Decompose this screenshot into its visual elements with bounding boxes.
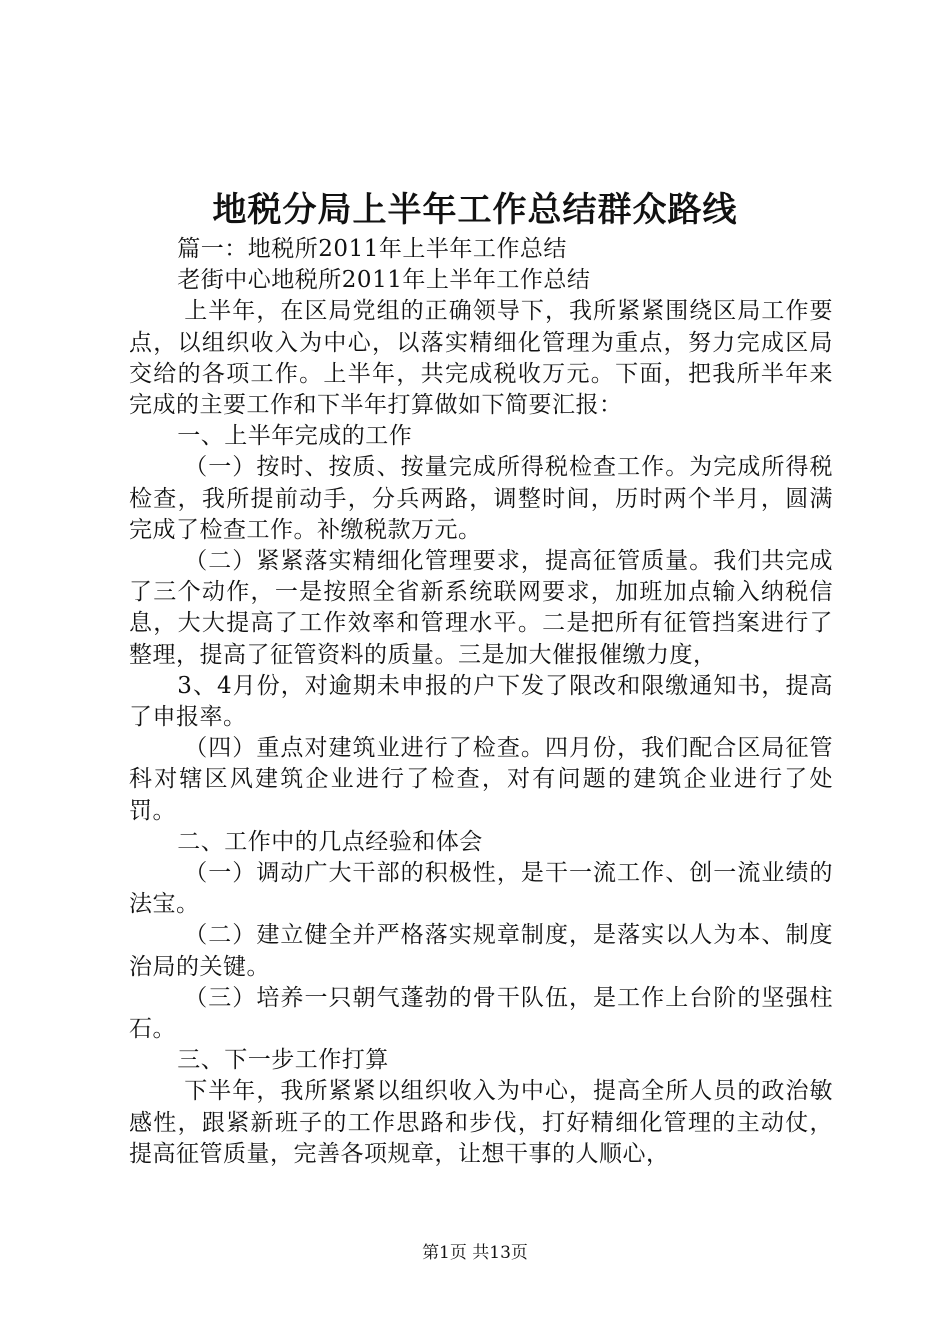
heading-next-steps: 三、下一步工作打算 bbox=[177, 1047, 389, 1074]
page-footer: 第1页 共13页 bbox=[422, 1243, 528, 1263]
heading-experience: 二、工作中的几点经验和体会 bbox=[177, 828, 483, 855]
paragraph-section-label: 篇一：地税所2011年上半年工作总结 bbox=[177, 236, 567, 262]
paragraph-item-1: （一）按时、按质、按量完成所得税检查工作。为完成所得税检查，我所提前动手，分兵两路，调整时间，历时两个半月，圆满完成了检查工作。补缴税款万元。 bbox=[129, 454, 833, 543]
paragraph-next-steps: 下半年，我所紧紧以组织收入为中心，提高全所人员的政治敏感性，跟紧新班子的工作思路和步伐，打好精细化管理的主动仗，提高征管质量，完善各项规章，让想干事的人顺心， bbox=[129, 1078, 833, 1167]
paragraph-experience-2: （二）建立健全并严格落实规章制度，是落实以人为本、制度治局的关键。 bbox=[129, 922, 833, 980]
paragraph-intro: 上半年，在区局党组的正确领导下，我所紧紧围绕区局工作要点，以组织收入为中心，以落实精细化管理为重点，努力完成区局交给的各项工作。上半年，共完成税收万元。下面，把我所半年来完成的主要工作和下半年打算做如下简要汇报： bbox=[129, 298, 833, 419]
document-body bbox=[129, 234, 833, 1170]
paragraph-subtitle: 老街中心地税所2011年上半年工作总结 bbox=[177, 267, 591, 294]
paragraph-item-4: （四）重点对建筑业进行了检查。四月份，我们配合区局征管科对辖区风建筑企业进行了检查，对有问题的建筑企业进行了处罚。 bbox=[129, 735, 833, 824]
document-title: 地税分局上半年工作总结群众路线 bbox=[212, 190, 738, 230]
paragraph-item-3: 3、4月份，对逾期未申报的户下发了限改和限缴通知书，提高了申报率。 bbox=[129, 672, 833, 731]
paragraph-item-2: （二）紧紧落实精细化管理要求，提高征管质量。我们共完成了三个动作，一是按照全省新系统联网要求，加班加点输入纳税信息，大大提高了工作效率和管理水平。二是把所有征管挡案进行了整理，提高了征管资料的质量。三是加大催报催缴力度， bbox=[129, 548, 833, 668]
paragraph-experience-3: （三）培养一只朝气蓬勃的骨干队伍，是工作上台阶的坚强柱石。 bbox=[129, 984, 833, 1043]
heading-first-half-work: 一、上半年完成的工作 bbox=[177, 423, 413, 450]
paragraph-experience-1: （一）调动广大干部的积极性，是干一流工作、创一流业绩的法宝。 bbox=[129, 860, 833, 918]
